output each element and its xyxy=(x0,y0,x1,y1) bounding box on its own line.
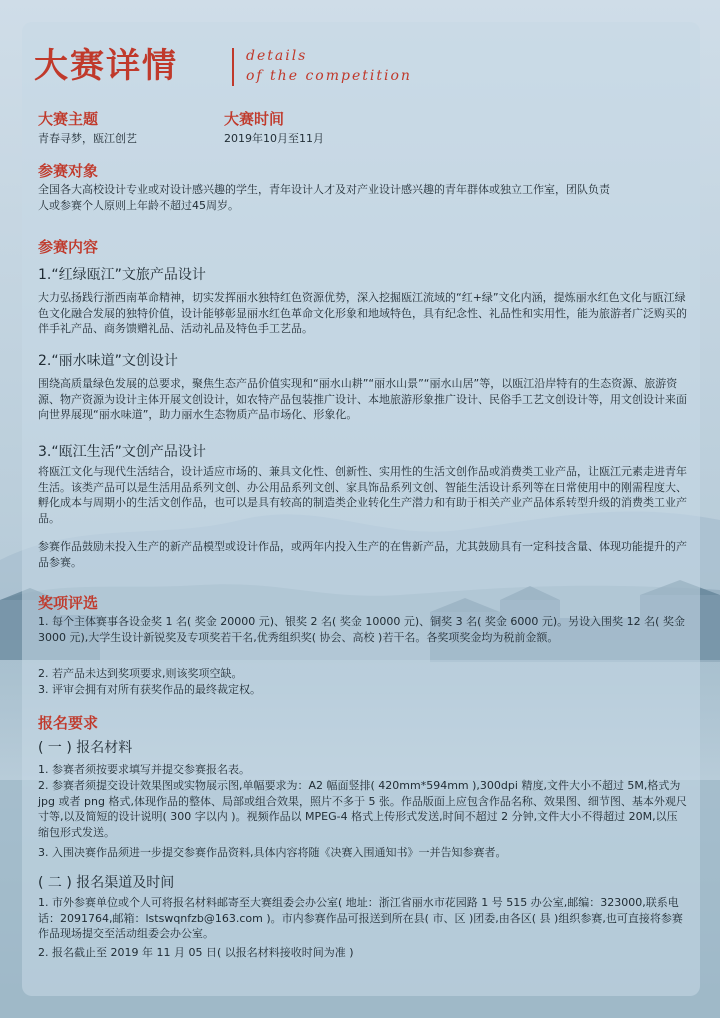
content-note: 参赛作品鼓励未投入生产的新产品模型或设计作品，或两年内投入生产的在售新产品，尤其鼓励具有一定科技含量、体现功能提升的产品参赛。 xyxy=(38,540,687,569)
content-item-1-title: 1.“红绿瓯江”文旅产品设计 xyxy=(38,267,206,283)
materials-title: ( 一 ) 报名材料 xyxy=(38,740,133,756)
content-item-2-title: 2.“丽水味道”文创设计 xyxy=(38,353,178,369)
content-label: 参赛内容 xyxy=(38,238,99,256)
theme-value: 青春寻梦，瓯江创艺 xyxy=(38,132,137,145)
title-divider xyxy=(232,48,234,86)
channel-title: ( 二 ) 报名渠道及时间 xyxy=(38,875,175,891)
target-text: 全国各大高校设计专业或对设计感兴趣的学生，青年设计人才及对产业设计感兴趣的青年群体或独立工作室，团队负责人或参赛个人原则上年龄不超过45周岁。 xyxy=(38,183,610,212)
awards-line-2: 2. 若产品未达到奖项要求,则该奖项空缺。 xyxy=(38,667,243,680)
channel-line-2: 2. 报名截止至 2019 年 11 月 05 日( 以报名材料接收时间为准 ) xyxy=(38,946,354,959)
content-item-3-text: 将瓯江文化与现代生活结合，设计适应市场的、兼具文化性、创新性、实用性的生活文创作品或消费类工业产品，让瓯江元素走进青年生活。该类产品可以是生活用品系列文创、办公用品系列文创、家具饰品系列文创、智能生活设计系列等在日常使用中的刚需程度大、孵化成本与周期小的生活文创作品，也可以是具有较高的制造类企业转化生产潜力和有助于相关产业产品体系转型升级的消费类工业产品。 xyxy=(38,465,687,525)
channel-line-1: 1. 市外参赛单位或个人可将报名材料邮寄至大赛组委会办公室( 地址：浙江省丽水市花园路 1 号 515 办公室,邮编：323000,联系电话：2091764,邮箱：lstswqnfzb@163.com )。市内参赛作品可报送到所在县( 市、区 )团委,由各区( 县 )组织参赛,也可直接将参赛作品现场提交至活动组委会办公室。 xyxy=(38,896,683,940)
theme-label: 大赛主题 xyxy=(38,110,99,128)
english-title-line2: of the competition xyxy=(246,68,412,84)
awards-line-1: 1. 每个主体赛事各设金奖 1 名( 奖金 20000 元)、银奖 2 名( 奖金 10000 元)、铜奖 3 名( 奖金 6000 元)。另设入围奖 12 名( 奖金 3000 元),大学生设计新锐奖及专项奖若干名,优秀组织奖( 协会、高校 )若干名。各奖项奖金均为税前金额。 xyxy=(38,615,685,644)
materials-line-1: 1. 参赛者须按要求填写并提交参赛报名表。 xyxy=(38,763,250,776)
english-title-line1: details xyxy=(246,48,308,64)
content-item-3-title: 3.“瓯江生活”文创产品设计 xyxy=(38,444,206,460)
signup-label: 报名要求 xyxy=(38,714,99,732)
content-item-1-text: 大力弘扬践行浙西南革命精神，切实发挥丽水独特红色资源优势，深入挖掘瓯江流域的“红+绿”文化内涵，提炼丽水红色文化与瓯江绿色文化融合发展的独特价值，设计能够彰显丽水红色革命文化形象和地域特色，具有纪念性、礼品性和实用性，能为旅游者广泛购买的伴手礼产品、商务馈赠礼品、活动礼品及特色手工艺品。 xyxy=(38,291,687,335)
page-header xyxy=(34,44,674,94)
target-label: 参赛对象 xyxy=(38,162,99,180)
materials-line-3: 3. 入围决赛作品须进一步提交参赛作品资料,具体内容将随《决赛入围通知书》一并告知参赛者。 xyxy=(38,846,507,859)
awards-label: 奖项评选 xyxy=(38,594,99,612)
materials-line-2: 2. 参赛者须提交设计效果图或实物展示图,单幅要求为：A2 幅面竖排( 420mm*594mm ),300dpi 精度,文件大小不超过 5M,格式为 jpg 或者 png 格式,体现作品的整体、局部或组合效果，照片不多于 5 张。作品版面上应包含作品名称、效果图、细节图、基本外观尺寸等,以及简短的设计说明( 300 字以内 )。视频作品以 MPEG-4 格式上传形式发送,时间不超过 2 分钟,文件大小不得超过 20M,以压缩包形式发送。 xyxy=(38,779,687,839)
page-title: 大赛详情 xyxy=(34,46,178,86)
time-label: 大赛时间 xyxy=(224,110,285,128)
awards-line-3: 3. 评审会拥有对所有获奖作品的最终裁定权。 xyxy=(38,683,261,696)
content-item-2-text: 围绕高质量绿色发展的总要求，聚焦生态产品价值实现和“丽水山耕”“丽水山景”“丽水山居”等，以瓯江沿岸特有的生态资源、旅游资源、物产资源为设计主体开展文创设计，如农特产品包装推广设计、本地旅游形象推广设计、民俗手工艺文创设计等，用文创设计来面向世界展现“丽水味道”，助力丽水生态物质产品市场化、形象化。 xyxy=(38,377,687,421)
time-value: 2019年10月至11月 xyxy=(224,132,324,145)
